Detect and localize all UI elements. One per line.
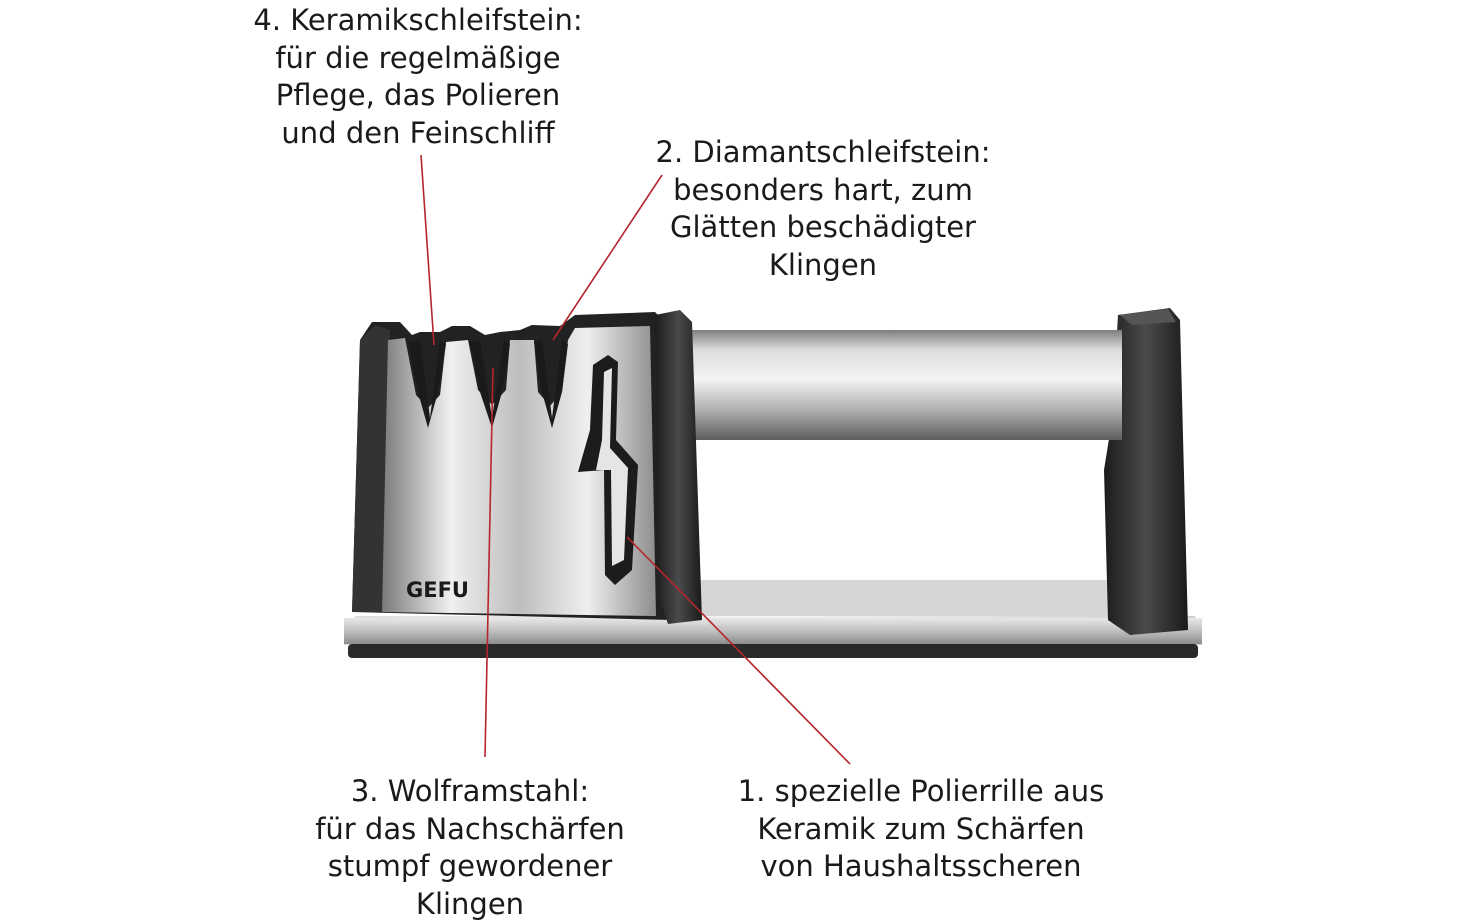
callout-line: besonders hart, zum [656, 172, 991, 210]
callout-diamantschleifstein [656, 134, 991, 284]
callout-line: für die regelmäßige [253, 40, 582, 78]
callout-line: stumpf gewordener [315, 848, 625, 886]
callout-keramikschleifstein [253, 2, 582, 152]
callout-line: von Haushaltsscheren [738, 848, 1105, 886]
gefu-logo: GEFU [406, 578, 469, 602]
callout-line: für das Nachschärfen [315, 811, 625, 849]
callout-line: 3. Wolframstahl: [315, 773, 625, 811]
callout-line: Glätten beschädigter [656, 209, 991, 247]
callout-line: Keramik zum Schärfen [738, 811, 1105, 849]
callout-line: und den Feinschliff [253, 115, 582, 153]
callout-line: 2. Diamantschleifstein: [656, 134, 991, 172]
steel-face-plate [382, 326, 656, 616]
leader-line-keramik [421, 155, 434, 345]
handle-bar [690, 330, 1122, 440]
callout-wolframstahl [315, 773, 625, 923]
callout-line: 1. spezielle Polierrille aus [738, 773, 1105, 811]
callout-line: Klingen [656, 247, 991, 285]
callout-line: Pflege, das Polieren [253, 77, 582, 115]
callout-line: Klingen [315, 886, 625, 923]
callout-polierrille [738, 773, 1105, 886]
callout-line: 4. Keramikschleifstein: [253, 2, 582, 40]
